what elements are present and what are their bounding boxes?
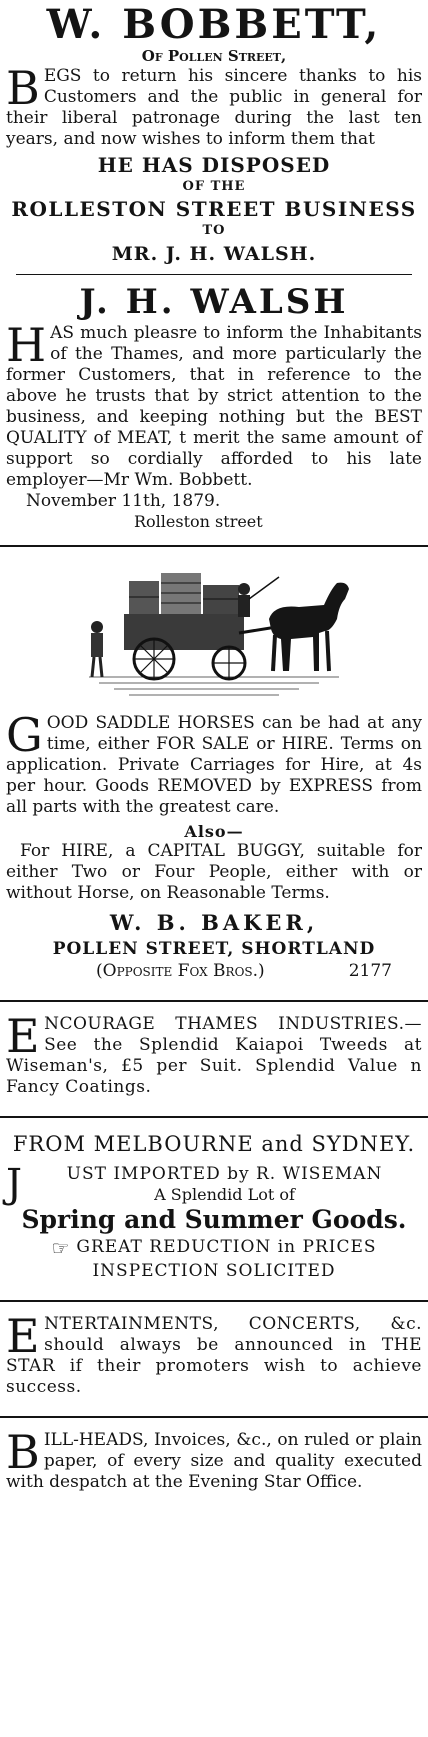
wiseman-dropcap: J bbox=[6, 1161, 24, 1207]
horse-cart-illustration bbox=[69, 559, 359, 709]
baker-dropcap: G bbox=[6, 708, 43, 762]
walsh-place: Rolleston street bbox=[134, 512, 263, 531]
industries-paragraph bbox=[6, 1009, 422, 1098]
wiseman-inspection: INSPECTION SOLICITED bbox=[92, 1260, 336, 1281]
walsh-date: November 11th, 1879. bbox=[26, 491, 221, 511]
baker-text: OOD SADDLE HORSES can be had at any time, either FOR SALE or HIRE. Terms on application. Private Carriages for Hire, at 4s per hour. Goods REMOVED by EXPRESS from all parts with the greatest care. bbox=[6, 713, 422, 817]
entertainments-paragraph bbox=[6, 1308, 422, 1398]
billheads-advert bbox=[6, 1424, 422, 1493]
walsh-dropcap: H bbox=[6, 318, 47, 372]
bobbett-of-the: OF THE bbox=[182, 179, 246, 194]
industries-text: NCOURAGE THAMES INDUSTRIES.—See the Splendid Kaiapoi Tweeds at Wiseman's, £5 per Suit. Splendid Value n Fancy Coatings. bbox=[6, 1014, 422, 1097]
pointing-hand-icon: ☞ bbox=[51, 1235, 71, 1260]
divider bbox=[0, 545, 428, 547]
billheads-paragraph bbox=[6, 1424, 422, 1493]
entertainments-dropcap: E bbox=[6, 1308, 41, 1363]
bobbett-rolleston: ROLLESTON STREET BUSINESS bbox=[11, 197, 417, 221]
walsh-paragraph bbox=[6, 318, 422, 491]
baker-name: W. B. BAKER, bbox=[109, 910, 319, 935]
divider bbox=[0, 1000, 428, 1002]
entertainments-advert bbox=[6, 1308, 422, 1398]
wiseman-spring: Spring and Summer Goods. bbox=[21, 1205, 407, 1234]
wiseman-reduction: GREAT REDUCTION in PRICES bbox=[76, 1237, 377, 1257]
walsh-title: J. H. WALSH bbox=[79, 282, 349, 322]
bobbett-subtitle: Of Pollen Street, bbox=[141, 47, 287, 65]
bobbett-dropcap: B bbox=[6, 61, 40, 115]
billheads-text: ILL-HEADS, Invoices, &c., on ruled or plain paper, of every size and quality executed with despatch at the Evening Star Office. bbox=[6, 1429, 422, 1492]
baker-opposite-row bbox=[6, 960, 422, 982]
industries-dropcap: E bbox=[6, 1009, 41, 1063]
bobbett-title: W. BOBBETT, bbox=[46, 1, 382, 48]
bobbett-advert bbox=[6, 2, 422, 268]
entertainments-text: NTERTAINMENTS, CONCERTS, &c. should always be announced in THE STAR if their promoters wish to achieve success. bbox=[6, 1313, 422, 1397]
bobbett-disposed: HE HAS DISPOSED bbox=[97, 153, 331, 177]
wiseman-reduction-row bbox=[6, 1235, 422, 1260]
wiseman-splendid: A Splendid Lot of bbox=[154, 1185, 295, 1204]
walsh-advert bbox=[6, 281, 422, 531]
baker-opposite: (Opposite Fox Bros.) bbox=[96, 961, 265, 981]
divider bbox=[0, 1116, 428, 1118]
bobbett-walsh-name: MR. J. H. WALSH. bbox=[111, 243, 317, 265]
baker-address: POLLEN STREET, SHORTLAND bbox=[52, 939, 376, 959]
bobbett-to: TO bbox=[202, 223, 226, 238]
divider bbox=[0, 1300, 428, 1302]
wiseman-advert bbox=[6, 1130, 422, 1282]
bobbett-paragraph bbox=[6, 61, 422, 150]
industries-advert bbox=[6, 1009, 422, 1098]
baker-paragraph bbox=[6, 708, 422, 818]
baker-number: 2177 bbox=[348, 961, 392, 981]
billheads-dropcap: B bbox=[6, 1424, 40, 1479]
baker-buggy-text: For HIRE, a CAPITAL BUGGY, suitable for either Two or Four People, either with or without Horse, on Reasonable Terms. bbox=[6, 841, 422, 903]
wiseman-imported: UST IMPORTED by R. WISEMAN bbox=[66, 1164, 383, 1184]
wiseman-heading: FROM MELBOURNE and SYDNEY. bbox=[12, 1132, 416, 1156]
baker-advert bbox=[6, 559, 422, 982]
divider bbox=[16, 274, 412, 275]
divider bbox=[0, 1416, 428, 1418]
newspaper-column bbox=[0, 2, 428, 1737]
baker-also: Also— bbox=[184, 822, 244, 841]
walsh-text: AS much pleasre to inform the Inhabitants of the Thames, and more particularly the former Customers, that in reference to the above he trusts that by strict attention to the business, and keeping nothing but the BEST QUALITY of MEAT, t merit the same amount of support so cordially afforded to his late employer—Mr Wm. Bobbett. bbox=[6, 323, 422, 490]
bobbett-text: EGS to return his sincere thanks to his Customers and the public in general for their liberal patronage during the last ten years, and now wishes to inform them that bbox=[6, 66, 422, 149]
